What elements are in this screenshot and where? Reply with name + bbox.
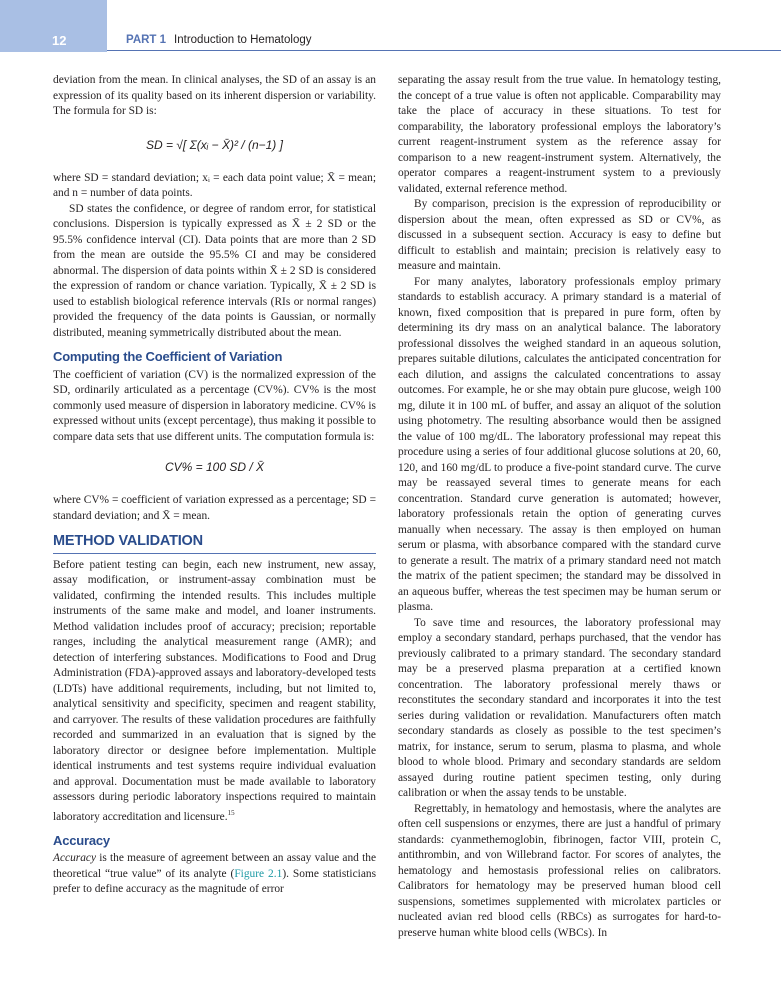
figure-link[interactable]: Figure 2.1: [234, 867, 283, 880]
paragraph: where SD = standard deviation; xᵢ = each data point value; X̄ = mean; and n = number of data points.: [53, 171, 376, 199]
paragraph: To save time and resources, the laboratory professional may employ a secondary standard, perhaps purchased, that the vendor has previously calibrated to a primary standard. The secondary standard may be a preserved plasma preparation at a certified known concentration. The laboratory professional merely thaws or reconstitutes the secondary standard and incorporates it into the test series during validation or revalidation. Manufacturers often match secondary standards as closely as possible to the test specimen’s matrix, for instance, serum to serum, plasma to plasma, and whole blood to whole blood. Primary and secondary standards are seldom assayed during routine patient specimen testing, only during calibration or when the assay tends to be unstable.: [398, 616, 721, 799]
chapter-title: Introduction to Hematology: [174, 34, 312, 46]
sd-formula: [53, 126, 376, 166]
right-column: [398, 73, 721, 941]
paragraph-text: Regrettably, in hematology and hemostasis, where the analytes are often cell suspensions or enzymes, there are just a handful of primary standards: cyanmethemoglobin, fibrinogen, factor VIII, protein C, antithrombin, and von Willebrand factor. For scores of analytes, the hematology and hemostasis professional relies on calibrators. Calibrators for hematology may be preserved human blood cell suspensions, sometimes supplemented with microlatex particles or nucleated avian red blood cells (RBCs) as surrogates for hard-to-preserve human white blood cells (WBCs). In: [398, 802, 721, 939]
page-number: 12: [52, 33, 67, 48]
paragraph-text: ). Some statisticians prefer to define accuracy as the magnitude of error: [53, 867, 377, 896]
paragraph: [398, 802, 721, 942]
paragraph: deviation from the mean. In clinical analyses, the SD of an assay is an expression of its quality based on its inherent dispersion or variability. The formula for SD is:: [53, 74, 376, 117]
paragraph: where CV% = coefficient of variation expressed as a percentage; SD = standard deviation; and X̄ = mean.: [53, 494, 376, 522]
sd-formula-text: SD = √[ Σ(xᵢ − X̄)² / (n−1) ]: [146, 137, 283, 152]
paragraph: By comparison, precision is the expression of reproducibility or dispersion about the mean, often expressed as SD or CV%, as discussed in a subsequent section. Accuracy is easy to define but difficult to establish and maintain; precision is relatively easy to measure and maintain.: [398, 198, 721, 272]
part-label: PART 1: [126, 34, 167, 46]
section-heading-accuracy: Accuracy: [53, 832, 110, 848]
paragraph: The coefficient of variation (CV) is the normalized expression of the SD, ordinarily articulated as a percentage (CV%). CV% is the most commonly used measure of dispersion in laboratory medicine. CV% is expressed without units (except percentage), thus making it possible to compare data sets that use different units. The computation formula is:: [53, 368, 376, 443]
paragraph-text: is the measure of agreement between an assay value and the theoretical “true value” of its analyte (: [53, 852, 376, 880]
paragraph-text: Before patient testing can begin, each new instrument, new assay, assay modification, or instrument-assay combination must be validated, confirming the intended results. This includes multiple instruments of the same make and model, and loaner instruments. Method validation includes proof of accuracy; precision; reportable ranges, including the analytical measurement range (AMR); and detection of interfering substances. Modifications to Food and Drug Administration (FDA)-approved assays and laboratory-developed tests (LDTs) have additional requirements, including, but not limited to, analytical sensitivity and specificity, specimen and reagent stability, and carryover. The results of these validation procedures are faithfully recorded and summarized in an evaluation that is signed by the laboratory director or designee before implementation. Multiple identical instruments and test systems require individual evaluation and approval. Documentation must be made available to laboratory assessors during periodic laboratory inspections required to maintain laboratory accreditation and licensure.: [53, 558, 376, 823]
paragraph: SD states the confidence, or degree of random error, for statistical conclusions. Dispersion is typically expressed as X̄ ± 2 SD or the 95.5% confidence interval (CI). Data points that are more than 2 SD from the mean are outside the 95.5% CI and may be considered abnormal. The dispersion of data points within X̄ ± 2 SD is considered the expression of random or chance variation. Typically, X̄ ± 2 SD is used to establish biological reference intervals (RIs or normal ranges) provided the frequency of the data points is Gaussian, or normally distributed, meaning symmetrically distributed about the mean.: [53, 202, 376, 339]
paragraph: separating the assay result from the true value. In hematology testing, the concept of a true value is often not applicable. Comparability may take the place of accuracy in these situations. To test for comparability, the laboratory professional employs the laboratory’s current reagent-instrument system as the reference assay for comparison to a new reagent-instrument system. Alternatively, the operator compares a reagent-instrument system to a previously validated, external reference method.: [398, 74, 721, 195]
cv-formula-text: CV% = 100 SD / X̄: [164, 460, 265, 475]
running-header: [126, 34, 312, 46]
cv-formula: [53, 449, 376, 487]
section-heading-cv: Computing the Coefficient of Variation: [53, 349, 283, 364]
paragraph: For many analytes, laboratory professionals employ primary standards to establish accuracy. A primary standard is a material of known, fixed composition that is prepared in pure form, often by determining its dry mass on an analytical balance. The laboratory professional dissolves the weighed standard in an aqueous solution, prepares suitable dilutions, calculates the anticipated concentration for each dilution, and assigns the calculated concentrations to assay outcomes. For example, he or she may obtain pure glucose, weigh 100 mg, dilute it in 100 mL of buffer, and assay an aliquot of the solution using photometry. The resulting absorbance would then be assigned the value of 100 mg/dL. The laboratory professional may repeat this procedure using a series of four additional glucose solutions at 20, 60, 120, and 160 mg/dL to produce a five-point standard curve. The curve may be reassayed several times to generate means for each concentration. Standard curve generation is automated; however, laboratory professionals retain the option of generating curves manually when necessary. The assay is then employed on human serum or plasma, with absorbance compared with the standard curve to generate a result. The matrix of a primary standard need not match the matrix of the patient specimen; the standard may be dissolved in an aqueous buffer, whereas the test specimen may be human serum or plasma.: [398, 275, 721, 613]
paragraph: [53, 851, 376, 898]
section-heading-method-validation: METHOD VALIDATION: [53, 534, 376, 554]
reference-15: 15: [227, 808, 235, 817]
paragraph: [53, 558, 376, 825]
term-accuracy: Accuracy: [53, 852, 97, 865]
left-column: [53, 73, 376, 898]
header-rule: [107, 50, 781, 51]
